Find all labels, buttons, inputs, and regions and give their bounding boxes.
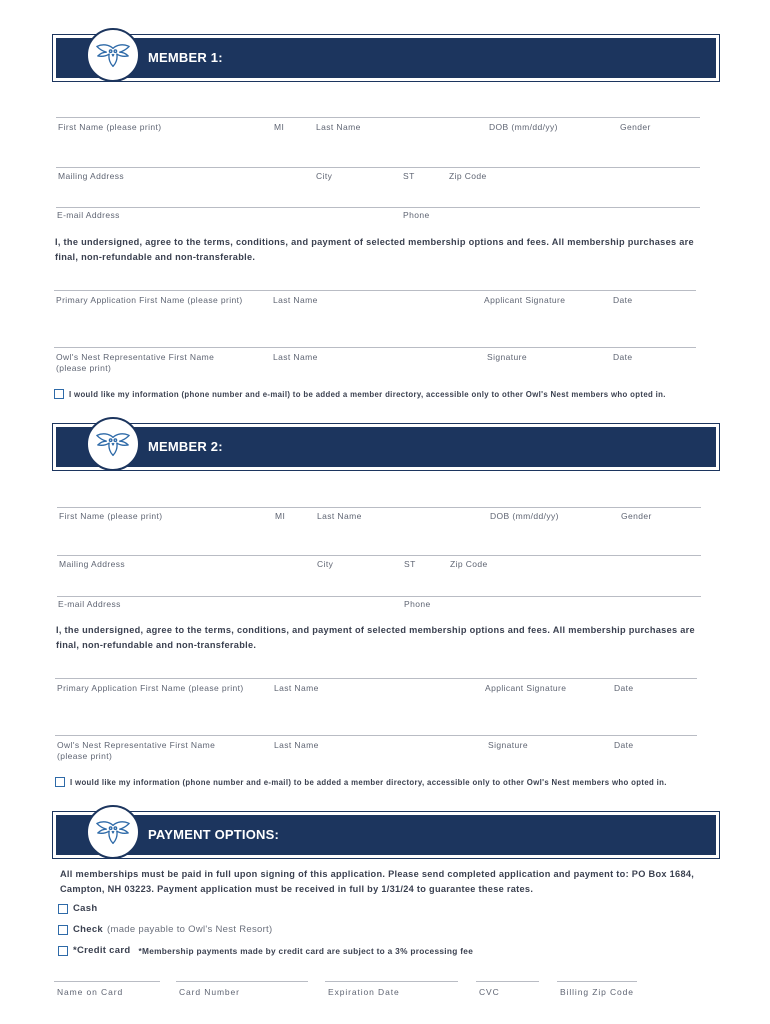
directory-optin-checkbox[interactable] (54, 389, 64, 399)
primary-first-name-label: Primary Application First Name (please print) (57, 683, 244, 693)
credit-card-checkbox[interactable] (58, 946, 68, 956)
last-name-label: Last Name (316, 122, 361, 132)
mi-label: MI (274, 122, 285, 132)
member-2-title: MEMBER 2: (148, 439, 223, 454)
name-on-card-line (54, 981, 160, 982)
credit-card-note: *Membership payments made by credit card are subject to a 3% processing fee (138, 945, 474, 956)
payment-instructions: All memberships must be paid in full upon signing of this application. Please send completed application and payment to: PO Box 1684, Campton, NH 03223. Payment application must be received in full by 1/31/24 to guarantee these rates. (60, 869, 695, 894)
dob-label: DOB (mm/dd/yy) (489, 122, 558, 132)
card-number-line (176, 981, 308, 982)
email-label: E-mail Address (57, 210, 120, 220)
owl-logo-icon (86, 805, 140, 859)
credit-card-label: *Credit card (73, 945, 131, 956)
rep-signature-line (55, 735, 697, 736)
check-label: Check (73, 924, 104, 935)
date-label: Date (613, 295, 633, 305)
address-line (56, 167, 700, 168)
primary-first-name-label: Primary Application First Name (please print) (56, 295, 243, 305)
expiration-label: Expiration Date (328, 987, 400, 997)
cash-label: Cash (73, 903, 98, 914)
check-note: (made payable to Owl's Nest Resort) (107, 924, 273, 935)
name-line (56, 117, 700, 118)
directory-optin-checkbox[interactable] (55, 777, 65, 787)
address-line (57, 555, 701, 556)
state-label: ST (403, 171, 415, 181)
rep-first-name-label: Owl's Nest Representative First Name (please print) (57, 740, 216, 761)
applicant-signature-label: Applicant Signature (485, 683, 567, 693)
date-label: Date (614, 683, 634, 693)
rep-signature-line (54, 347, 696, 348)
gender-label: Gender (620, 122, 651, 132)
agreement-text: I, the undersigned, agree to the terms, conditions, and payment of selected membership options and fees. All membership purchases are final, non-refundable and non-transferable. (55, 237, 694, 262)
rep-last-name-label: Last Name (274, 740, 319, 750)
mi-label: MI (275, 511, 286, 521)
city-label: City (317, 559, 334, 569)
owl-logo-icon (86, 28, 140, 82)
rep-date-label: Date (614, 740, 634, 750)
billing-zip-label: Billing Zip Code (560, 987, 634, 997)
first-name-label: First Name (please print) (58, 122, 162, 132)
directory-optin[interactable] (54, 389, 666, 399)
zip-label: Zip Code (450, 559, 488, 569)
billing-zip-line (557, 981, 637, 982)
first-name-label: First Name (please print) (59, 511, 163, 521)
check-checkbox[interactable] (58, 925, 68, 935)
cash-option[interactable] (58, 903, 97, 914)
last-name-label: Last Name (317, 511, 362, 521)
state-label: ST (404, 559, 416, 569)
applicant-signature-label: Applicant Signature (484, 295, 566, 305)
expiration-line (325, 981, 458, 982)
mailing-address-label: Mailing Address (58, 171, 125, 181)
member-1-title: MEMBER 1: (148, 50, 223, 65)
gender-label: Gender (621, 511, 652, 521)
card-number-label: Card Number (179, 987, 240, 997)
city-label: City (316, 171, 333, 181)
rep-signature-label: Signature (488, 740, 528, 750)
payment-banner (56, 815, 716, 855)
rep-last-name-label: Last Name (273, 352, 318, 362)
email-line (57, 596, 701, 597)
member-2-banner (56, 427, 716, 467)
name-line (57, 507, 701, 508)
primary-last-name-label: Last Name (274, 683, 319, 693)
agreement-text: I, the undersigned, agree to the terms, conditions, and payment of selected membership options and fees. All membership purchases are final, non-refundable and non-transferable. (56, 625, 695, 650)
directory-optin-label: I would like my information (phone number and e-mail) to be added a member directory, accessible only to other Owl's Nest members who opted in. (70, 777, 667, 787)
directory-optin[interactable] (55, 777, 667, 787)
rep-signature-label: Signature (487, 352, 527, 362)
owl-logo-icon (86, 417, 140, 471)
zip-label: Zip Code (449, 171, 487, 181)
name-on-card-label: Name on Card (57, 987, 124, 997)
primary-signature-line (55, 678, 697, 679)
rep-first-name-label: Owl's Nest Representative First Name (please print) (56, 352, 215, 373)
rep-date-label: Date (613, 352, 633, 362)
primary-signature-line (54, 290, 696, 291)
cvc-label: CVC (479, 987, 500, 997)
email-label: E-mail Address (58, 599, 121, 609)
cash-checkbox[interactable] (58, 904, 68, 914)
payment-title: PAYMENT OPTIONS: (148, 827, 280, 842)
credit-card-option[interactable] (58, 945, 473, 956)
check-option[interactable] (58, 924, 272, 935)
email-line (56, 207, 700, 208)
phone-label: Phone (404, 599, 431, 609)
mailing-address-label: Mailing Address (59, 559, 126, 569)
directory-optin-label: I would like my information (phone number and e-mail) to be added a member directory, accessible only to other Owl's Nest members who opted in. (69, 389, 666, 399)
phone-label: Phone (403, 210, 430, 220)
cvc-line (476, 981, 539, 982)
member-1-banner (56, 38, 716, 78)
primary-last-name-label: Last Name (273, 295, 318, 305)
dob-label: DOB (mm/dd/yy) (490, 511, 559, 521)
